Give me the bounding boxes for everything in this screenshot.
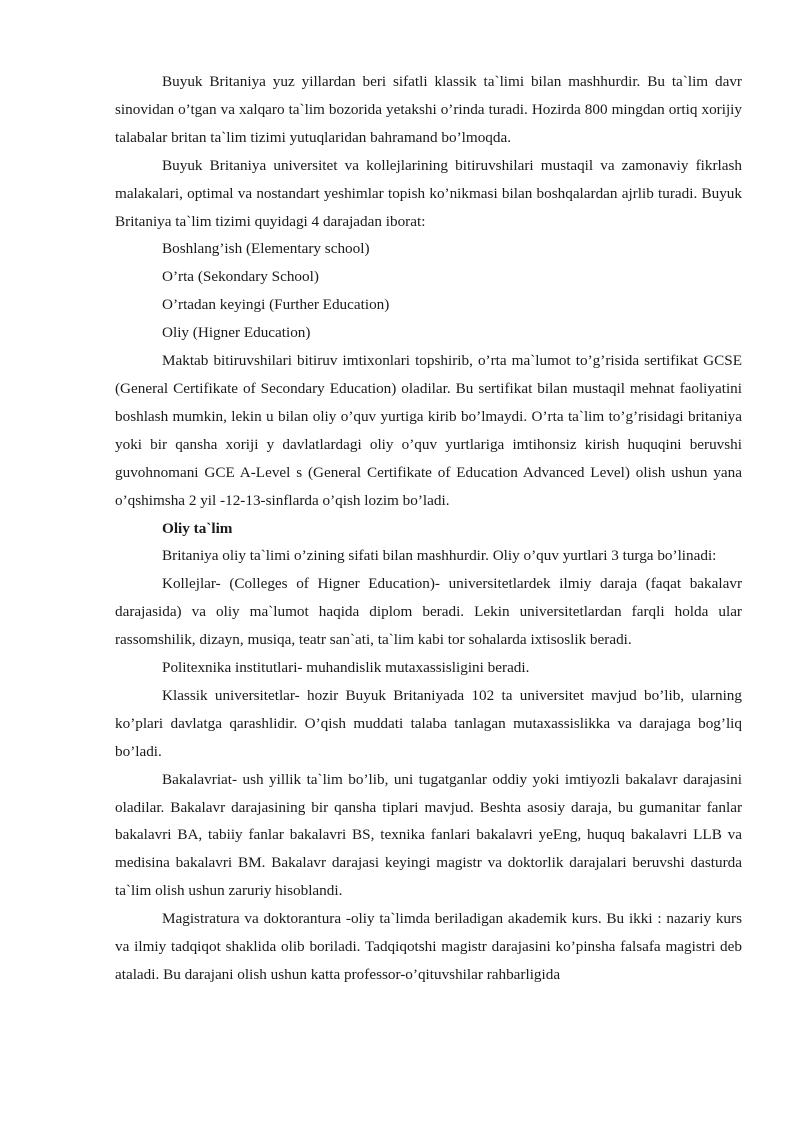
list-item-level-1: Boshlang’ish (Elementary school) bbox=[162, 240, 370, 258]
paragraph-universities: Klassik universitetlar- hozir Buyuk Britaniyada 102 ta universitet mavjud bo’lib, ularning ko’plari davlatga qarashlidir. O’qish muddati talaba tanlagan mutaxassislikka va darajaga bog’liq bo’ladi. bbox=[115, 686, 742, 760]
list-item-level-4: Oliy (Higner Education) bbox=[162, 324, 311, 342]
document-page bbox=[115, 68, 742, 989]
list-item-level-3: O’rtadan keyingi (Further Education) bbox=[162, 296, 390, 314]
paragraph-intro: Buyuk Britaniya yuz yillardan beri sifatli klassik ta`limi bilan mashhurdir. Bu ta`lim davr sinovidan o’tgan va xalqaro ta`lim bozorida yetakshi o’rinda turadi. Hozirda 800 mingdan ortiq xorijiy talabalar britan ta`lim tizimi yutuqlaridan bahramand bo’lmoqda. bbox=[115, 73, 742, 146]
paragraph-colleges: Kollejlar- (Colleges of Higner Education)- universitetlardek ilmiy daraja (faqat bakalavr darajasida) va oliy ma`lumot haqida diplom beradi. Lekin universitetlardan farqli holda ular rassomshilik, dizayn, musiqa, teatr san`ati, ta`lim kabi tor sohalarda ixtisoslik beradi. bbox=[115, 575, 742, 649]
paragraph-school-graduates: Maktab bitiruvshilari bitiruv imtixonlari topshirib, o’rta ma`lumot to’g’risida sertifikat GCSE (General Certifikate of Secondary Education) oladilar. Bu sertifikat bilan mustaqil mehnat faoliyatini boshlash mumkin, lekin u bilan oliy o’quv yurtiga kirib bo’lmaydi. O’rta ta`lim to’g’risidagi britaniya yoki bir qansha xoriji y davlatlardagi oliy o’quv yurtlariga imtihonsiz kirish huquqini beruvshi guvohnomani GCE A-Level s (General Certifikate of Education Advanced Level) olish ushun yana o’qshimsha 2 yil -12-13-sinflarda o’qish lozim bo’ladi. bbox=[115, 352, 742, 509]
paragraph-bachelor: Bakalavriat- ush yillik ta`lim bo’lib, uni tugatganlar oddiy yoki imtiyozli bakalavr darajasini oladilar. Bakalavr darajasining bir qansha tiplari mavjud. Beshta asosiy daraja, bu gumanitar fanlar bakalavri BA, tabiiy fanlar bakalavri BS, texnika fanlari bakalavri yeEng, huquq bakalavri LLB va medisina bakalavri BM. Bakalavr darajasi keyingi magistr va doktorlik darajalari beruvshi dasturda ta`lim olish ushun zaruriy hisoblandi. bbox=[115, 770, 742, 900]
paragraph-master-doctorate: Magistratura va doktorantura -oliy ta`limda beriladigan akademik kurs. Bu ikki : nazariy kurs va ilmiy tadqiqot shaklida olib boriladi. Tadqiqotshi magistr darajasini ko’pinsha falsafa magistri deb ataladi. Bu darajani olish ushun katta professor-o’qituvshilar rahbarligida bbox=[115, 910, 742, 983]
paragraph-higher-education: Britaniya oliy ta`limi o’zining sifati bilan mashhurdir. Oliy o’quv yurtlari 3 turga bo’linadi: bbox=[162, 547, 717, 565]
list-item-level-2: O’rta (Sekondary School) bbox=[162, 268, 319, 286]
paragraph-graduates: Buyuk Britaniya universitet va kollejlarining bitiruvshilari mustaqil va zamonaviy fikrlash malakalari, optimal va nostandart yeshimlar topish ko’nikmasi bilan boshqalardan ajrlib turadi. Buyuk Britaniya ta`lim tizimi quyidagi 4 darajadan iborat: bbox=[115, 156, 742, 230]
paragraph-polytechnics: Politexnika institutlari- muhandislik mutaxassisligini beradi. bbox=[162, 659, 530, 677]
section-heading-higher-education: Oliy ta`lim bbox=[162, 519, 233, 537]
